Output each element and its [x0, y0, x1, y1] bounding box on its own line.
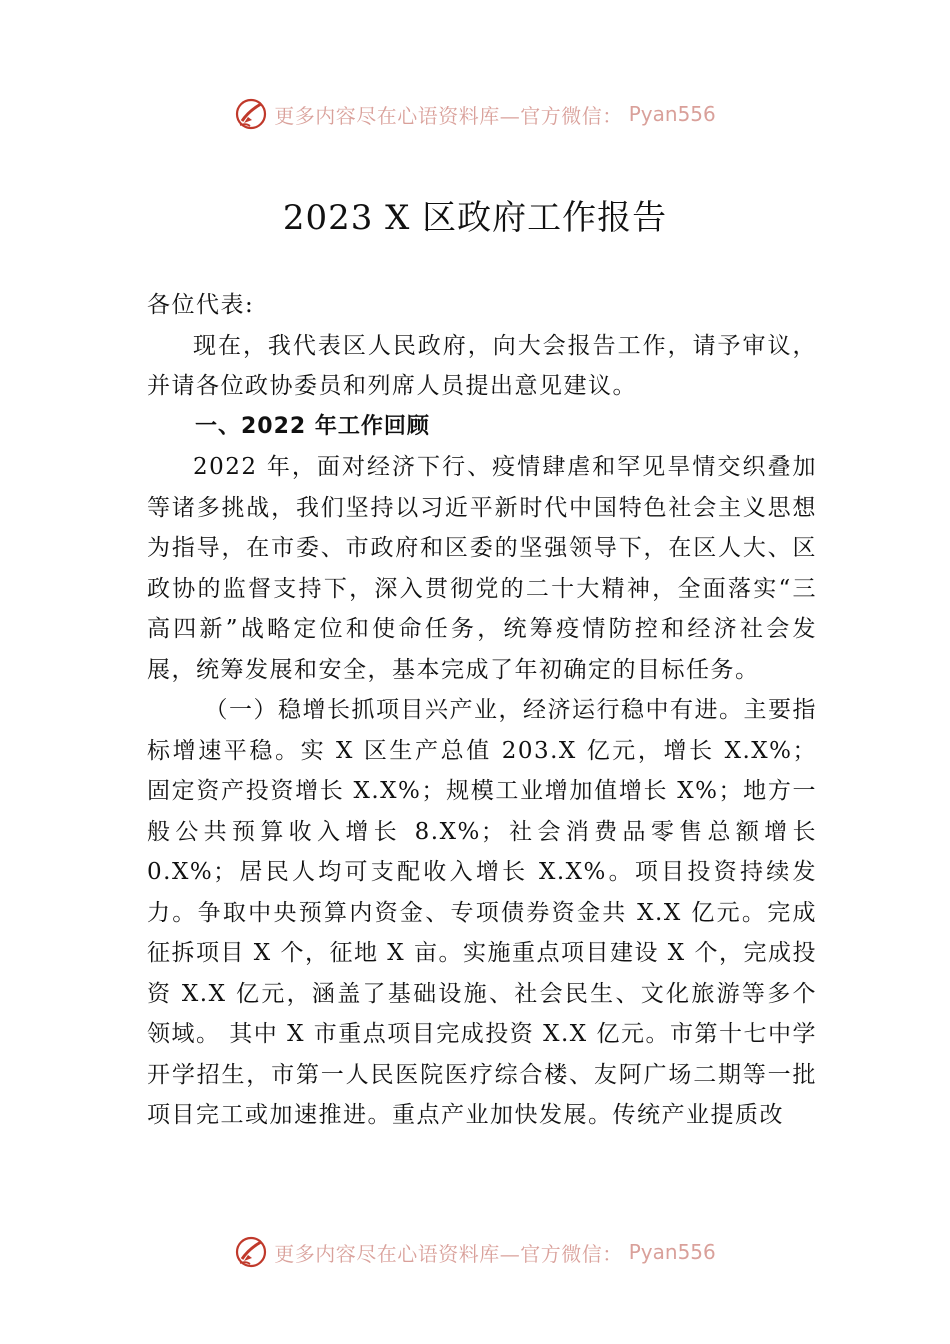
document-title: 2023 X 区政府工作报告	[282, 198, 668, 238]
intro-paragraph: 现在，我代表区人民政府，向大会报告工作，请予审议，并请各位政协委员和列席人员提出意见建议。	[147, 332, 817, 399]
economy-paragraph: （一）稳增长抓项目兴产业，经济运行稳中有进。主要指标增速平稳。实 X 区生产总值 203.X 亿元，增长 X.X%；固定资产投资增长 X.X%；规模工业增加值增长 X%；地方一般公共预算收入增长 8.X%；社会消费品零售总额增长 0.X%；居民人均可支配收入增长 X.X%。项目投资持续发力。争取中央预算内资金、专项债券资金共 X.X 亿元。完成征拆项目 X 个，征地 X 亩。实施重点项目建设 X 个，完成投资 X.X 亿元，涵盖了基础设施、社会民生、文化旅游等多个领域。 其中 X 市重点项目完成投资 X.X 亿元。市第十七中学开学招生，市第一人民医院医疗综合楼、友阿广场二期等一批项目完工或加速推进。重点产业加快发展。传统产业提质改	[147, 697, 817, 1128]
document-body	[147, 285, 817, 1136]
greeting: 各位代表:	[147, 292, 255, 318]
watermark-wechat-id-footer: Pyan556	[628, 1240, 716, 1264]
watermark-inner	[234, 97, 716, 131]
watermark-header	[0, 94, 950, 134]
pen-logo-icon	[234, 97, 268, 131]
watermark-footer	[0, 1232, 950, 1272]
watermark-text-footer: 更多内容尽在心语资料库—官方微信：	[274, 1241, 623, 1266]
watermark-wechat-id: Pyan556	[628, 102, 716, 126]
watermark-text: 更多内容尽在心语资料库—官方微信：	[274, 103, 623, 128]
watermark-inner-footer	[234, 1235, 716, 1269]
section-heading: 一、2022 年工作回顾	[195, 413, 430, 439]
pen-logo-icon	[234, 1235, 268, 1269]
review-paragraph: 2022 年，面对经济下行、疫情肆虐和罕见旱情交织叠加等诸多挑战，我们坚持以习近平新时代中国特色社会主义思想为指导，在市委、市政府和区委的坚强领导下，在区人大、区政协的监督支持下，深入贯彻党的二十大精神，全面落实“三高四新”战略定位和使命任务，统筹疫情防控和经济社会发展，统筹发展和安全，基本完成了年初确定的目标任务。	[147, 454, 817, 683]
